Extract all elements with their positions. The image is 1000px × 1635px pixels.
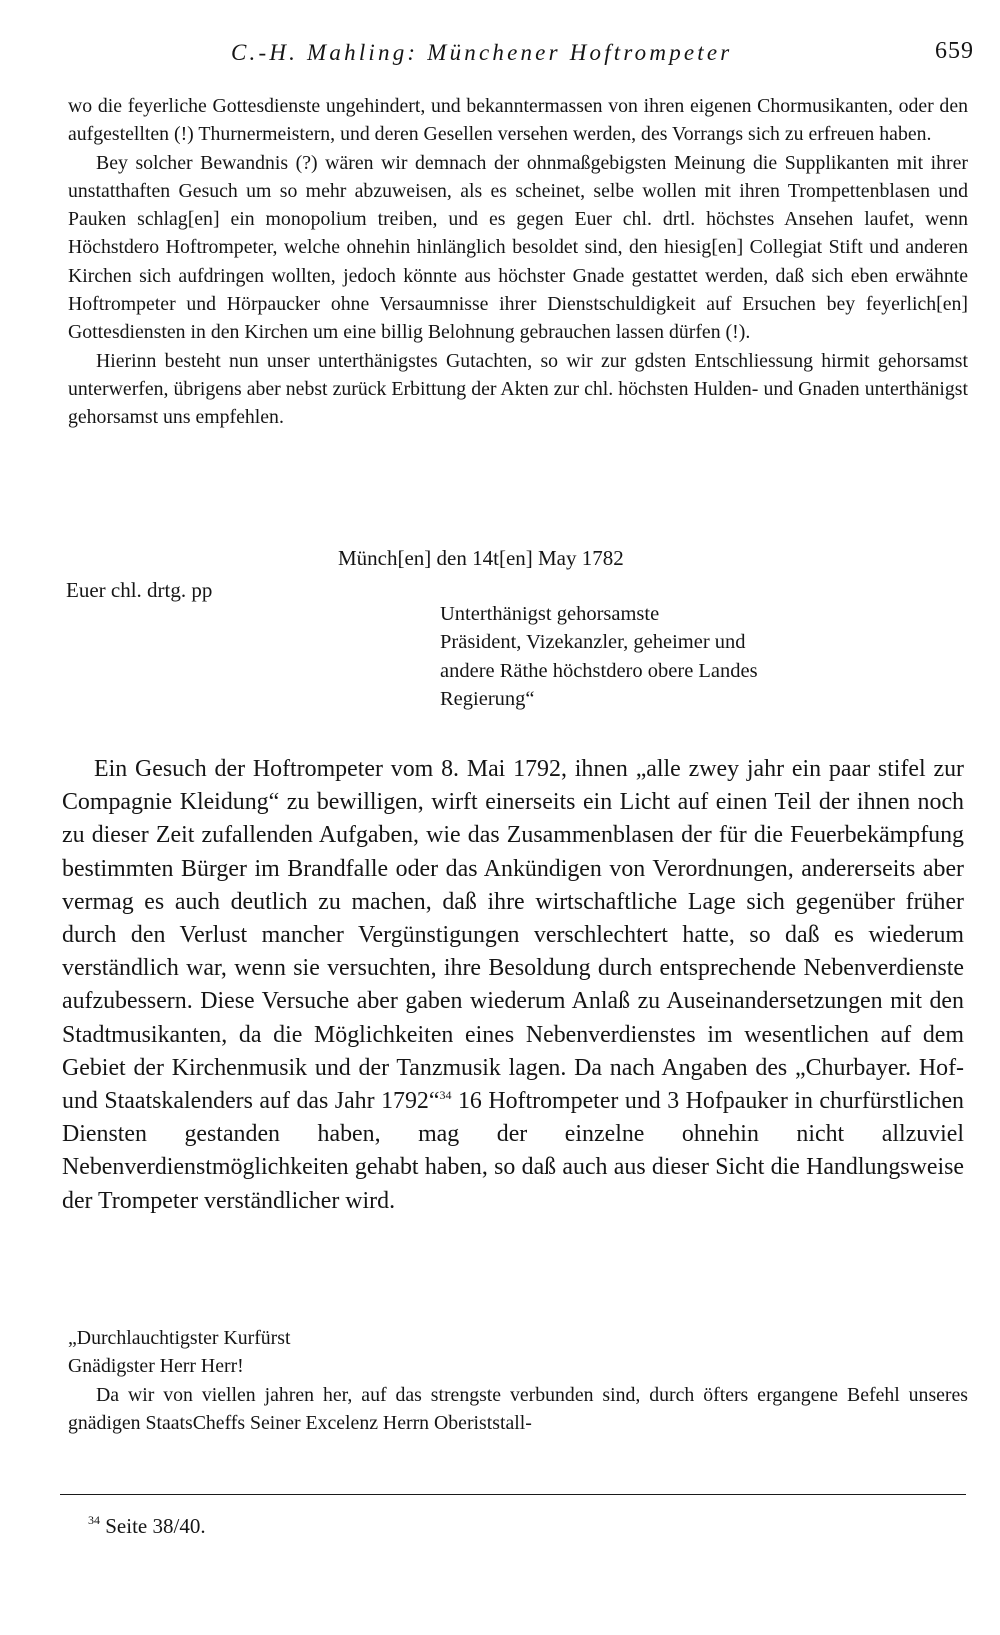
footnote-text: Seite 38/40. bbox=[105, 1514, 206, 1538]
body-text: Ein Gesuch der Hoftrompeter vom 8. Mai 1792, ihnen „alle zwey jahr ein paar stifel zur Compagnie Kleidung“ zu bewilligen, wirft einerseits ein Licht auf einen Teil der ihnen noch zu dieser Zeit zufallenden Aufgaben, wie das Zusammenblasen der für die Feuerbekämpfung bestimmten Bürger im Brandfalle oder das Ankündigen von Verordnungen, andererseits aber vermag es auch deutlich zu machen, daß ihre wirtschaftliche Lage sich gegenüber früher durch den Verlust mancher Vergünstigungen verschlechtert hatte, so daß es wiederum verständlich war, wenn sie versuchten, ihre Besoldung durch entsprechende Nebenverdienste aufzubessern. Diese Versuche aber gaben wiederum Anlaß zu Auseinandersetzungen mit den Stadtmusikanten, da die Möglichkeiten eines Nebenverdienstes im wesentlichen auf dem Gebiet der Kirchenmusik und der Tanzmusik lagen. Da nach Angaben des „Churbayer. Hof- und Staatskalenders auf das Jahr 1792“ bbox=[62, 756, 964, 1115]
signature-line: Präsident, Vizekanzler, geheimer und bbox=[440, 631, 746, 654]
footnote-reference[interactable]: 34 bbox=[439, 1088, 452, 1103]
quote-paragraph: Hierinn besteht nun unser unterthänigstes Gutachten, so wir zur gdsten Entschliessung hirmit gehorsamst unterwerfen, übrigens aber nebst zurück Erbittung der Akten zur chl. höchsten Hulden- und Gnaden unterthänigst gehorsamst uns empfehlen. bbox=[68, 349, 968, 429]
body-paragraph bbox=[62, 753, 964, 1218]
page-header bbox=[0, 0, 1000, 80]
quote-greeting: Gnädigster Herr Herr! bbox=[68, 1355, 244, 1378]
signature-line: Regierung“ bbox=[440, 687, 535, 710]
footnote-divider bbox=[60, 1494, 966, 1495]
running-head: C.-H. Mahling: Münchener Hoftrompeter bbox=[231, 40, 733, 65]
quote-paragraph: wo die feyerliche Gottesdienste ungehindert, und bekanntermassen von ihren eigenen Chormusikanten, oder den aufgestellten (!) Thurnermeistern, und deren Gesellen versehen werden, des Vorrangs sich zu erfreuen haben. bbox=[68, 95, 968, 146]
footnote bbox=[88, 1514, 206, 1539]
body-text: 16 Hoftrompeter und 3 Hofpauker in churfürstlichen Diensten gestanden haben, mag der einzelne ohnehin nicht allzuviel Nebenverdienstmöglichkeiten gehabt haben, so daß auch aus dieser Sicht die Handlungsweise der Trompeter verständlicher wird. bbox=[62, 1088, 964, 1214]
quote-paragraph: Bey solcher Bewandnis (?) wären wir demnach der ohnmaßgebigsten Meinung die Supplikanten mit ihrer unstatthaften Gesuch um so mehr abzuweisen, als es scheinet, selbe wollen mit ihren Trompettenblasen und Pauken schlag[en] ein monopolium treiben, und es gegen Euer chl. drtl. höchstes Ansehen laufet, wenn Höchstdero Hoftrompeter, welche ohnehin hinlänglich besoldet sind, den hiesig[en] Collegiat Stift und anderen Kirchen sich aufdringen wollten, jedoch könnte aus höchster Gnade gestattet werden, daß sich eben erwähnte Hoftrompeter und Hörpaucker ohne Versaumnisse ihrer Dienstschuldigkeit auf Ersuchen bey feyerlich[en] Gottesdiensten in den Kirchen um eine billig Belohnung gebrauchen lassen dürfen (!). bbox=[68, 151, 968, 344]
page-number: 659 bbox=[935, 38, 974, 64]
quote-signature bbox=[440, 600, 758, 713]
footnote-number: 34 bbox=[88, 1513, 100, 1527]
quote-address: „Durchlauchtigster Kurfürst bbox=[68, 1327, 291, 1349]
quote-paragraph: Da wir von viellen jahren her, auf das strengste verbunden sind, durch öfters ergangene Befehl unseres gnädigen StaatsCheffs Seiner Excelenz Herrn Oberiststall- bbox=[68, 1383, 968, 1434]
quote-salutation: Euer chl. drtg. pp bbox=[66, 578, 213, 602]
main-text bbox=[62, 753, 964, 1218]
archival-quote-top bbox=[68, 92, 968, 432]
signature-line: Unterthänigst gehorsamste bbox=[440, 603, 660, 625]
signature-line: andere Räthe höchstdero obere Landes bbox=[440, 659, 758, 682]
archival-quote-bottom bbox=[68, 1324, 968, 1437]
quote-date: Münch[en] den 14t[en] May 1782 bbox=[338, 546, 624, 570]
